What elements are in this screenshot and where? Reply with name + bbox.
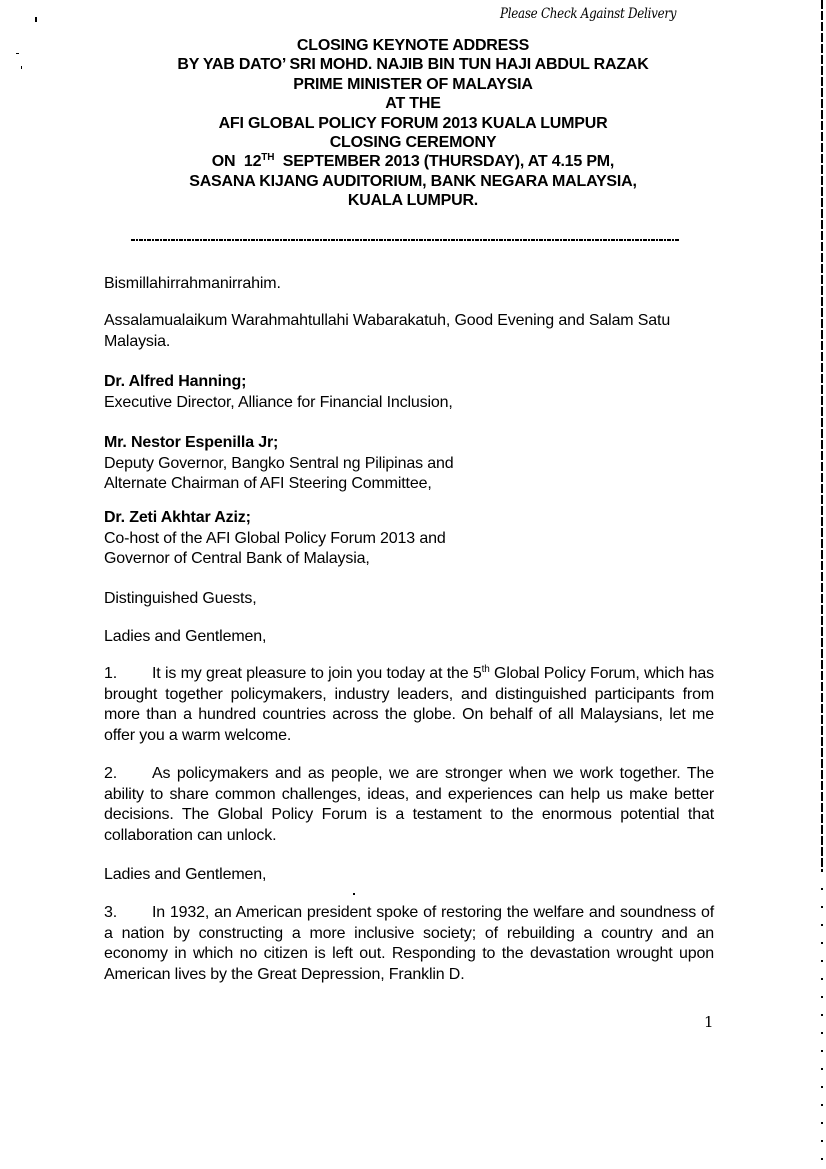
dignitary-title: Governor of Central Bank of Malaysia, <box>104 550 370 567</box>
dignitary <box>104 508 714 570</box>
dashed-divider <box>131 239 679 241</box>
paragraph-number: 1. <box>104 665 118 682</box>
paragraph-text: Global Policy Forum, which has brought together policymakers, industry leaders, and distinguished participants from more than a hundred countries across the globe. On behalf of all Malaysians, let me offer you a warm welcome. <box>104 665 714 744</box>
heading-line: CLOSING KEYNOTE ADDRESS <box>296 37 530 54</box>
dignitary-title: Alternate Chairman of AFI Steering Committee, <box>104 475 432 492</box>
heading-line: AT THE <box>385 95 441 113</box>
delivery-note: Please Check Against Delivery <box>500 6 677 22</box>
paragraph-text: In 1932, an American president spoke of restoring the welfare and soundness of a nation by constructing a more inclusive society; of rebuilding a country and an economy in which no citizen is left out. Responding to the devastation wrought upon American lives by the Great Depression, Franklin D. <box>104 904 714 983</box>
paragraph-text: As policymakers and as people, we are stronger when we work together. The ability to share common challenges, ideas, and experiences can help us make better decisions. The Global Policy Forum is a testament to the enormous potential that collaboration can unlock. <box>104 765 714 844</box>
dignitary-title: Deputy Governor, Bangko Sentral ng Pilipinas and <box>104 454 454 472</box>
paragraph-number: 2. <box>104 765 118 782</box>
heading-date-line <box>0 152 826 171</box>
dignitary <box>104 433 714 495</box>
dignitary-name: Dr. Alfred Hanning; <box>104 373 247 390</box>
scan-edge-line-lower <box>821 870 823 1160</box>
scan-speck <box>35 17 37 22</box>
scan-speck <box>353 893 355 895</box>
dignitary <box>104 372 714 413</box>
paragraph-1 <box>104 664 714 746</box>
paragraph-number: 3. <box>104 904 118 921</box>
paragraph-3 <box>104 903 714 985</box>
dignitary-name: Dr. Zeti Akhtar Aziz; <box>104 509 251 526</box>
dignitary-title: Executive Director, Alliance for Financial Inclusion, <box>104 393 453 411</box>
heading-venue-line: SASANA KIJANG AUDITORIUM, BANK NEGARA MALAYSIA, <box>189 172 637 190</box>
heading-line: BY YAB DATO’ SRI MOHD. NAJIB BIN TUN HAJI ABDUL RAZAK <box>177 56 649 74</box>
address-guests: Distinguished Guests, <box>104 590 257 607</box>
paragraph-2 <box>104 764 714 846</box>
heading-line: CLOSING CEREMONY <box>329 134 497 152</box>
page-number: 1 <box>704 1013 714 1031</box>
document-heading <box>0 36 826 211</box>
heading-line: AFI GLOBAL POLICY FORUM 2013 KUALA LUMPUR <box>218 114 608 132</box>
heading-venue-line: KUALA LUMPUR. <box>347 192 479 210</box>
date-superscript: TH <box>261 152 275 164</box>
dignitary-title: Co-host of the AFI Global Policy Forum 2013 and <box>104 529 446 547</box>
paragraph-text: It is my great pleasure to join you today at the 5 <box>152 665 482 682</box>
dignitary-name: Mr. Nestor Espenilla Jr; <box>104 434 279 451</box>
paragraph-superscript: th <box>481 664 490 675</box>
address-ladies-gentlemen: Ladies and Gentlemen, <box>104 628 267 645</box>
heading-line: PRIME MINISTER OF MALAYSIA <box>293 75 533 93</box>
greeting: Assalamualaikum Warahmahtullahi Wabarakatuh, Good Evening and Salam Satu Malaysia. <box>104 312 671 350</box>
date-suffix: SEPTEMBER 2013 (THURSDAY), AT 4.15 PM, <box>274 153 615 171</box>
address-ladies-gentlemen: Ladies and Gentlemen, <box>104 866 267 883</box>
date-prefix: ON 12 <box>211 153 262 171</box>
opening-invocation: Bismillahirrahmanirrahim. <box>104 275 281 292</box>
